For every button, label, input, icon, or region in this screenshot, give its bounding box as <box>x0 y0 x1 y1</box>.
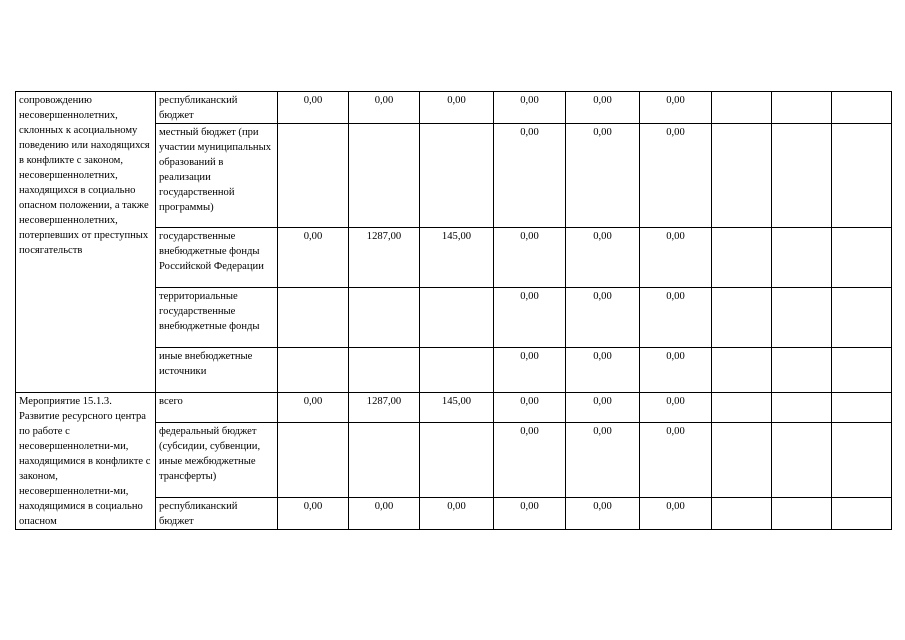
value-cell <box>712 498 772 530</box>
value-cell: 0,00 <box>278 393 349 423</box>
value-cell <box>772 288 832 348</box>
funding-source: федеральный бюджет (субсидии, субвенции, иные межбюджетные трансферты) <box>156 423 278 498</box>
value-cell <box>832 92 892 124</box>
value-cell <box>772 92 832 124</box>
funding-source: территориальные государственные внебюджетные фонды <box>156 288 278 348</box>
funding-source: республиканский бюджет <box>156 498 278 530</box>
value-cell: 0,00 <box>640 348 712 393</box>
value-cell <box>349 124 420 228</box>
value-cell: 0,00 <box>349 498 420 530</box>
value-cell <box>278 124 349 228</box>
value-cell <box>278 288 349 348</box>
value-cell <box>278 348 349 393</box>
value-cell <box>772 228 832 288</box>
value-cell: 0,00 <box>278 92 349 124</box>
value-cell <box>420 348 494 393</box>
value-cell: 0,00 <box>640 393 712 423</box>
value-cell <box>349 423 420 498</box>
value-cell: 0,00 <box>566 228 640 288</box>
value-cell <box>772 423 832 498</box>
value-cell: 0,00 <box>494 288 566 348</box>
value-cell: 0,00 <box>640 423 712 498</box>
value-cell: 0,00 <box>566 92 640 124</box>
value-cell <box>712 348 772 393</box>
funding-source: всего <box>156 393 278 423</box>
value-cell: 0,00 <box>566 124 640 228</box>
table-body <box>16 92 892 530</box>
value-cell <box>349 288 420 348</box>
value-cell <box>832 498 892 530</box>
value-cell <box>712 423 772 498</box>
value-cell: 0,00 <box>349 92 420 124</box>
table-row <box>16 393 892 423</box>
value-cell <box>772 393 832 423</box>
value-cell <box>832 288 892 348</box>
value-cell: 0,00 <box>494 393 566 423</box>
value-cell <box>832 124 892 228</box>
value-cell <box>420 288 494 348</box>
value-cell <box>712 288 772 348</box>
measure-cell: Мероприятие 15.1.3. Развитие ресурсного центра по работе с несовершеннолетни-ми, находящимися в конфликте с законом, несовершеннолетни-ми, находящимися в социально опасном <box>16 393 156 530</box>
table-row <box>16 92 892 124</box>
value-cell: 145,00 <box>420 228 494 288</box>
value-cell <box>772 348 832 393</box>
value-cell <box>832 423 892 498</box>
value-cell: 0,00 <box>640 498 712 530</box>
value-cell: 0,00 <box>566 348 640 393</box>
value-cell <box>278 423 349 498</box>
value-cell <box>832 393 892 423</box>
value-cell: 0,00 <box>566 393 640 423</box>
value-cell <box>772 124 832 228</box>
value-cell: 1287,00 <box>349 228 420 288</box>
value-cell: 0,00 <box>420 498 494 530</box>
value-cell <box>420 423 494 498</box>
value-cell: 0,00 <box>566 498 640 530</box>
value-cell <box>712 92 772 124</box>
value-cell: 145,00 <box>420 393 494 423</box>
value-cell <box>712 228 772 288</box>
funding-source: государственные внебюджетные фонды Российской Федерации <box>156 228 278 288</box>
value-cell: 0,00 <box>640 92 712 124</box>
value-cell: 0,00 <box>278 228 349 288</box>
value-cell <box>832 228 892 288</box>
value-cell <box>420 124 494 228</box>
value-cell: 0,00 <box>640 228 712 288</box>
value-cell: 0,00 <box>494 348 566 393</box>
value-cell: 1287,00 <box>349 393 420 423</box>
funding-source: иные внебюджетные источники <box>156 348 278 393</box>
value-cell <box>349 348 420 393</box>
value-cell <box>832 348 892 393</box>
value-cell: 0,00 <box>566 288 640 348</box>
budget-table <box>15 91 892 530</box>
value-cell: 0,00 <box>640 288 712 348</box>
value-cell <box>772 498 832 530</box>
measure-cell: сопровождению несовершеннолетних, склонных к асоциальному поведению или находящихся в конфликте с законом, несовершеннолетних, находящихся в социально опасном положении, а также несовершеннолетних, потерпевших от преступных посягательств <box>16 92 156 393</box>
value-cell <box>712 124 772 228</box>
value-cell: 0,00 <box>278 498 349 530</box>
value-cell <box>712 393 772 423</box>
value-cell: 0,00 <box>640 124 712 228</box>
funding-source: местный бюджет (при участии муниципальных образований в реализации государственной программы) <box>156 124 278 228</box>
value-cell: 0,00 <box>566 423 640 498</box>
value-cell: 0,00 <box>494 92 566 124</box>
funding-source: республиканский бюджет <box>156 92 278 124</box>
value-cell: 0,00 <box>494 124 566 228</box>
value-cell: 0,00 <box>494 498 566 530</box>
value-cell: 0,00 <box>494 228 566 288</box>
value-cell: 0,00 <box>494 423 566 498</box>
value-cell: 0,00 <box>420 92 494 124</box>
